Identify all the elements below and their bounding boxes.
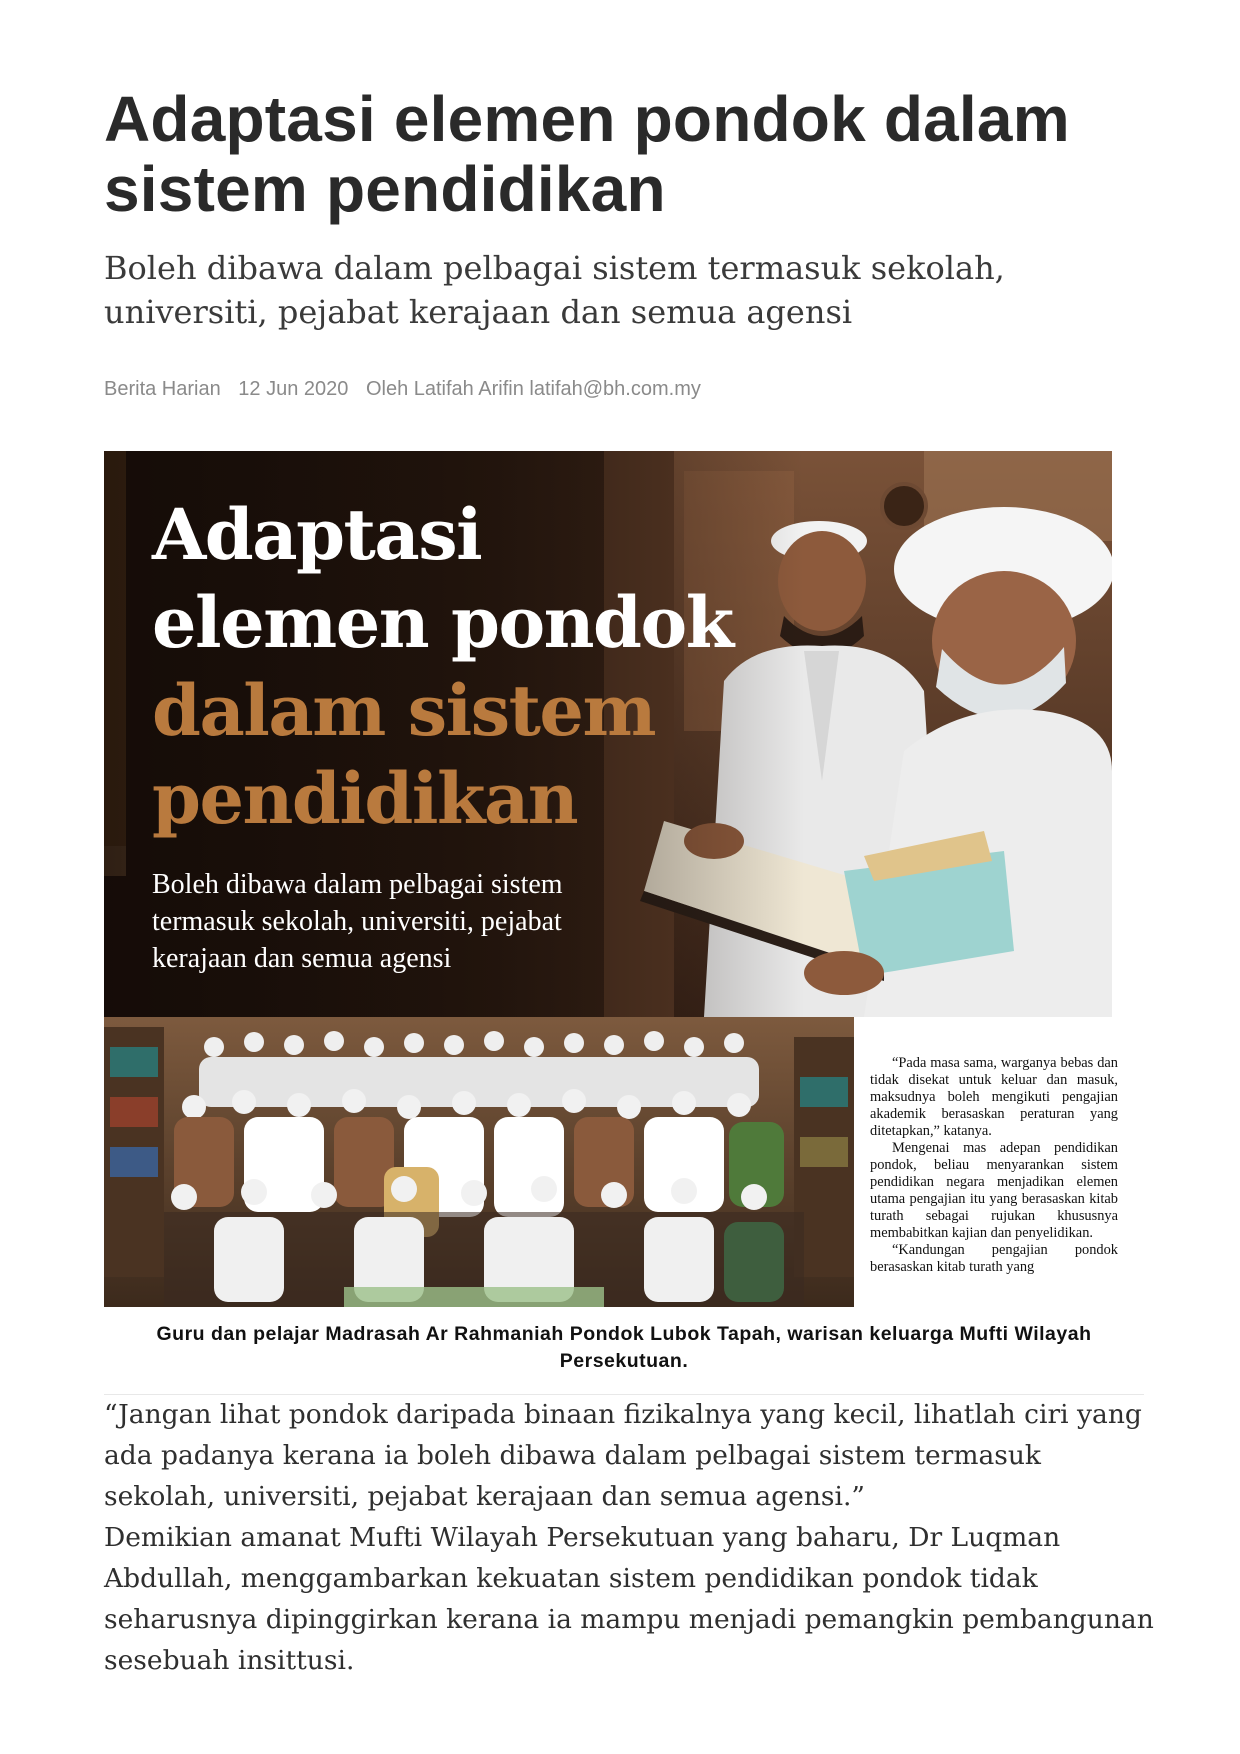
group-photo: [104, 1017, 854, 1307]
byline: [104, 378, 713, 401]
group-photo-illustration: [104, 1017, 854, 1307]
article-headline: Adaptasi elemen pondok dalam sistem pendidikan: [104, 83, 1070, 225]
byline-source[interactable]: Berita Harian: [104, 378, 221, 400]
article-subheadline: Boleh dibawa dalam pelbagai sistem termasuk sekolah, universiti, pejabat kerajaan dan semua agensi: [104, 249, 1005, 331]
byline-author[interactable]: Oleh Latifah Arifin latifah@bh.com.my: [365, 378, 701, 400]
side-paragraph: “Kandungan pengajian pondok berasaskan kitab turath yang: [870, 1242, 1118, 1275]
byline-date: 12 Jun 2020: [238, 378, 349, 400]
body-quote: “Jangan lihat pondok daripada binaan fizikalnya yang kecil, lihatlah ciri yang ada padanya kerana ia boleh dibawa dalam pelbagai sistem termasuk sekolah, universiti, pejabat kerajaan dan semua agensi.”: [104, 1399, 1142, 1512]
photo-caption: Guru dan pelajar Madrasah Ar Rahmaniah Pondok Lubok Tapah, warisan keluarga Mufti Wilayah Persekutuan.: [156, 1323, 1092, 1372]
hero-title-line-2: elemen pondok: [152, 581, 733, 664]
hero-title-line-3: dalam sistem: [152, 669, 656, 752]
hero-title-line-1: Adaptasi: [152, 493, 482, 576]
hero-title-line-4: pendidikan: [152, 757, 578, 840]
hero-title: [152, 491, 733, 843]
side-paragraph: Mengenai mas adepan pendidikan pondok, beliau menyarankan sistem pendidikan negara menjadikan elemen utama pengajian itu yang berasaskan kitab turath sebagai rujukan khususnya membabitkan kajian dan penyelidikan.: [870, 1140, 1118, 1241]
side-paragraph: “Pada masa sama, warganya bebas dan tidak disekat untuk keluar dan masuk, maksudnya boleh mengikuti pengajian akademik berasaskan peraturan yang ditetapkan,” katanya.: [870, 1055, 1118, 1139]
body-paragraph: Demikian amanat Mufti Wilayah Persekutuan yang baharu, Dr Luqman Abdullah, menggambarkan kekuatan sistem pendidikan pondok tidak seharusnya dipinggirkan kerana ia mampu menjadi pemangkin pembangunan sesebuah insittusi.: [104, 1522, 1154, 1676]
hero-subtitle: Boleh dibawa dalam pelbagai sistem termasuk sekolah, universiti, pejabat kerajaan dan semua agensi: [152, 869, 563, 974]
article-body: [104, 1394, 1154, 1681]
clipped-article-column: [870, 1055, 1118, 1307]
hero-image: [104, 451, 1112, 1017]
